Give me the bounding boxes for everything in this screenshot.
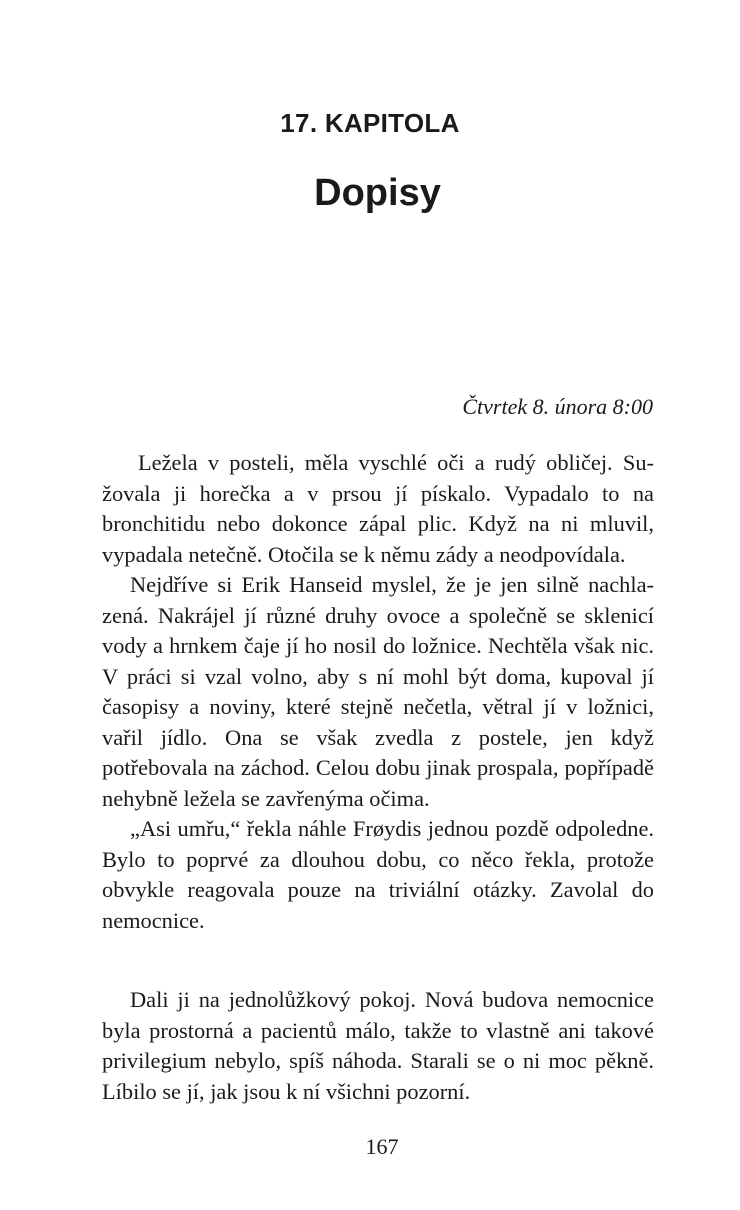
paragraph: Ležela v posteli, měla vyschlé oči a rudý obličej. Sužovala ji horečka a v prsou jí pískalo. Vypadalo to na bronchitidu nebo dokonce zápal plic. Když na ni mluvil, vypadala netečně. Otočila se k němu zády a neodpovídala.: [102, 450, 654, 567]
body-text-section-1: [102, 448, 654, 936]
chapter-label: 17. KAPITOLA: [280, 108, 460, 138]
paragraph: Nejdříve si Erik Hanseid myslel, že je jen silně nachlazená. Nakrájel jí různé druhy ovoce a společně se sklenicí vody a hrnkem čaje jí ho nosil do ložnice. Nechtěla však nic. V práci si vzal volno, aby s ní mohl být doma, kupoval jí časopisy a noviny, které stejně nečetla, větral jí v ložnici, vařil jídlo. Ona se však zvedla z postele, jen když potřebovala na záchod. Celou dobu jinak prospala, popřípadě nehybně ležela se zavřenýma očima.: [102, 572, 654, 811]
body-text-section-2: [102, 985, 654, 1107]
dateline: Čtvrtek 8. února 8:00: [462, 394, 653, 419]
paragraph: „Asi umřu,“ řekla náhle Frøydis jednou pozdě odpoledne. Bylo to poprvé za dlouhou dobu, co něco řekla, protože obvykle reagovala pouze na triviální otázky. Zavolal do nemocnice.: [102, 816, 654, 933]
page-number: 167: [365, 1134, 399, 1159]
chapter-title: Dopisy: [314, 172, 441, 214]
paragraph: Dali ji na jednolůžkový pokoj. Nová budova nemocnice byla prostorná a pacientů málo, takže to vlastně ani takové privilegium nebylo, spíš náhoda. Starali se o ni moc pěkně. Líbilo se jí, jak jsou k ní všichni pozorní.: [102, 987, 654, 1104]
